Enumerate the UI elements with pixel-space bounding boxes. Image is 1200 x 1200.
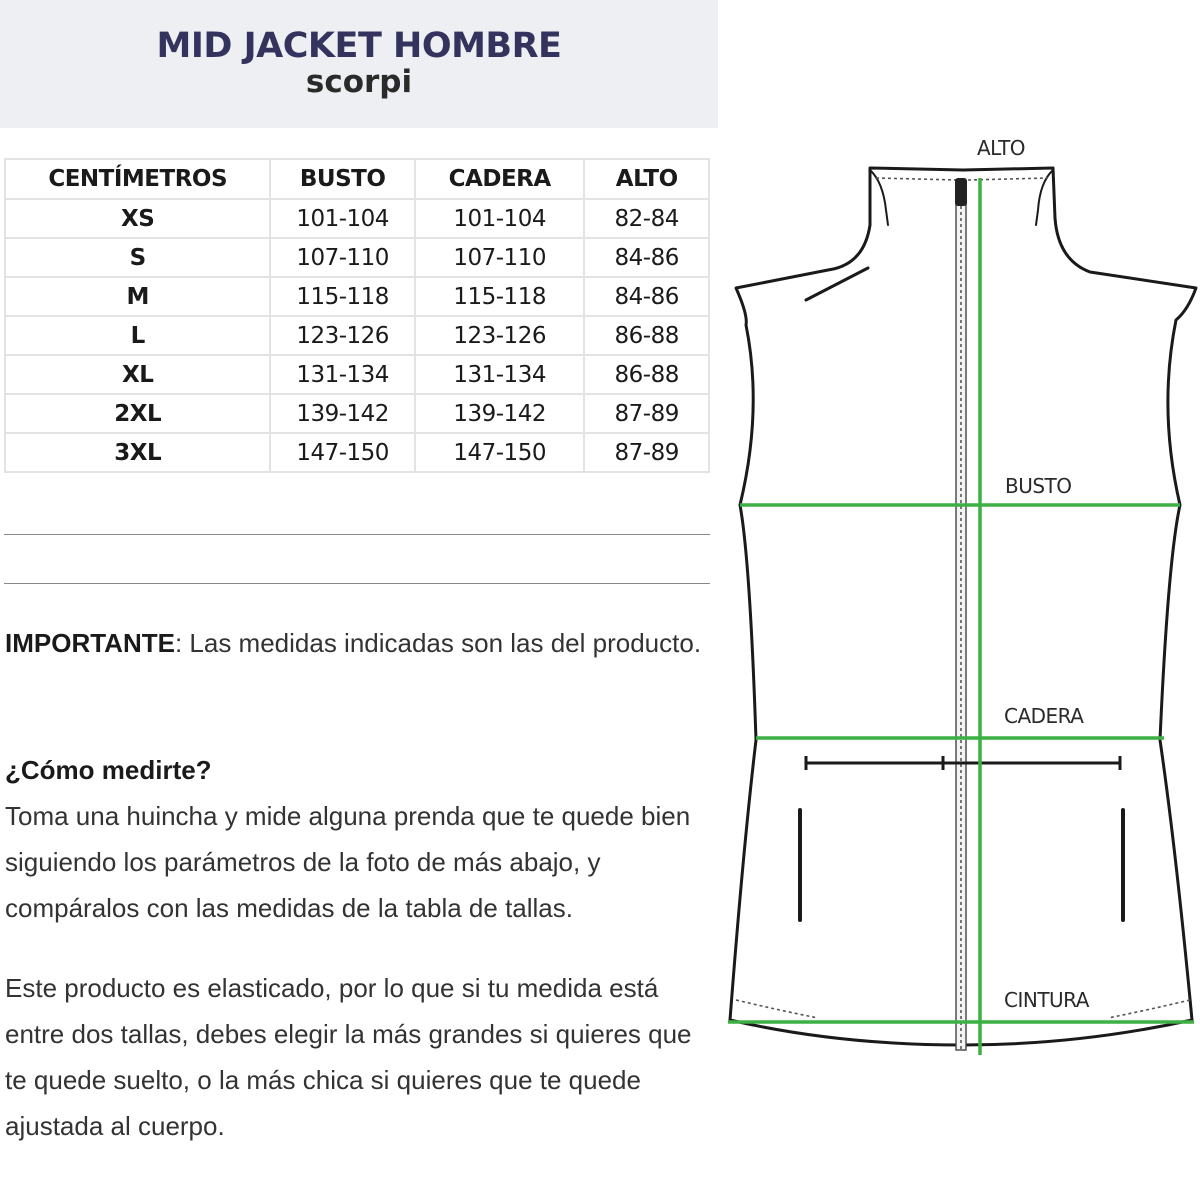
alto-cell: 82-84 <box>584 199 709 238</box>
column-header: CADERA <box>415 159 585 199</box>
column-header: BUSTO <box>270 159 415 199</box>
alto-cell: 84-86 <box>584 277 709 316</box>
table-row <box>5 394 709 433</box>
howto-text: Toma una huincha y mide alguna prenda que te quede bien siguiendo los parámetros de la foto de más abajo, y compáralos con las medidas de la tabla de tallas. <box>5 801 691 923</box>
size-cell: L <box>5 316 270 355</box>
busto-cell: 131-134 <box>270 355 415 394</box>
table-row <box>5 316 709 355</box>
table-row <box>5 433 709 472</box>
table-row <box>5 199 709 238</box>
jacket-vest-illustration <box>718 120 1200 1080</box>
important-text: : Las medidas indicadas son las del producto. <box>174 628 702 658</box>
table-row <box>5 238 709 277</box>
alto-cell: 86-88 <box>584 355 709 394</box>
jacket-measurement-diagram <box>718 120 1200 1080</box>
vest-right-outline <box>963 168 1196 1045</box>
table-row <box>5 355 709 394</box>
howto-section <box>5 747 705 931</box>
size-cell: 3XL <box>5 433 270 472</box>
busto-cell: 123-126 <box>270 316 415 355</box>
cadera-cell: 131-134 <box>415 355 585 394</box>
column-header: CENTÍMETROS <box>5 159 270 199</box>
cadera-cell: 123-126 <box>415 316 585 355</box>
elastic-note: Este producto es elasticado, por lo que si tu medida está entre dos tallas, debes elegir la más grandes si quieres que te quede suelto, o la más chica si quieres que te quede ajustada al cuerpo. <box>5 973 692 1141</box>
busto-cell: 107-110 <box>270 238 415 277</box>
zipper-pull <box>955 178 967 206</box>
busto-label: BUSTO <box>1005 474 1072 498</box>
size-cell: XL <box>5 355 270 394</box>
vest-left-outline <box>730 168 963 1045</box>
cintura-label: CINTURA <box>1004 988 1089 1012</box>
brand-name: scorpi <box>305 64 413 100</box>
product-title: MID JACKET HOMBRE <box>156 26 562 66</box>
important-label: IMPORTANTE <box>5 628 175 658</box>
size-cell: XS <box>5 199 270 238</box>
alto-label: ALTO <box>977 136 1026 160</box>
cadera-cell: 139-142 <box>415 394 585 433</box>
divider <box>4 534 710 535</box>
alto-cell: 87-89 <box>584 433 709 472</box>
cadera-cell: 107-110 <box>415 238 585 277</box>
column-header: ALTO <box>584 159 709 199</box>
table-row <box>5 277 709 316</box>
title-banner <box>0 0 718 128</box>
alto-cell: 84-86 <box>584 238 709 277</box>
size-chart-table <box>4 158 710 473</box>
alto-cell: 86-88 <box>584 316 709 355</box>
cadera-cell: 147-150 <box>415 433 585 472</box>
cadera-cell: 101-104 <box>415 199 585 238</box>
table-header-row <box>5 159 709 199</box>
cadera-label: CADERA <box>1004 704 1084 728</box>
busto-cell: 101-104 <box>270 199 415 238</box>
busto-cell: 139-142 <box>270 394 415 433</box>
alto-cell: 87-89 <box>584 394 709 433</box>
busto-cell: 147-150 <box>270 433 415 472</box>
size-cell: S <box>5 238 270 277</box>
size-cell: M <box>5 277 270 316</box>
divider <box>4 583 710 584</box>
size-cell: 2XL <box>5 394 270 433</box>
cadera-cell: 115-118 <box>415 277 585 316</box>
busto-cell: 115-118 <box>270 277 415 316</box>
important-note <box>5 620 705 666</box>
howto-title: ¿Cómo medirte? <box>5 755 212 785</box>
